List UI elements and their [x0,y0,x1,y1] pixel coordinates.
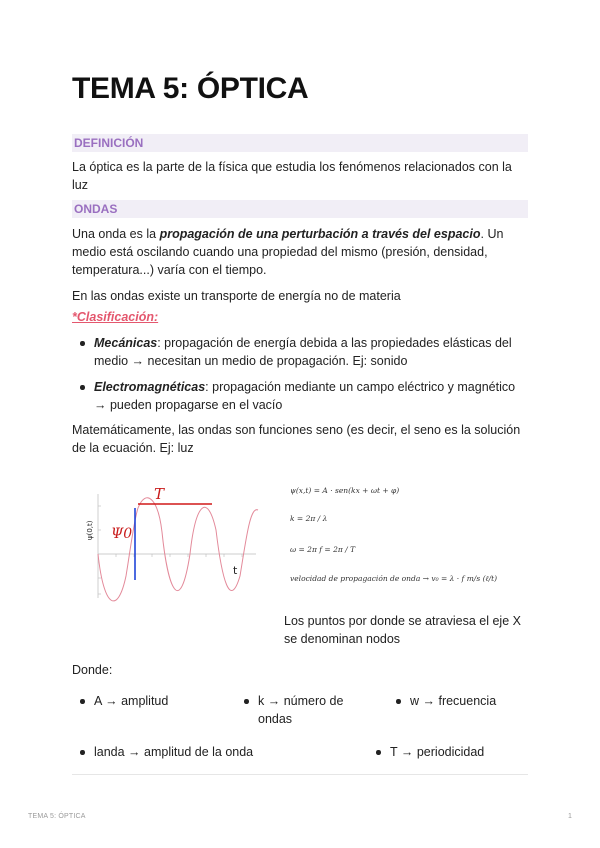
bullet-icon [396,699,401,704]
list-item: k → número de ondas [244,692,364,728]
page-number: 1 [568,813,573,820]
y-axis-label: ψ(0,t) [86,520,94,540]
donde-label: Donde: [72,663,113,677]
section-heading-ondas: ONDAS [72,200,528,218]
footer-title: TEMA 5: ÓPTICA [28,813,86,820]
ondas-paragraph-2: En las ondas existe un transporte de energía no de materia [72,289,401,303]
bullet-icon [80,750,85,755]
formula-k: k = 2π / λ [290,514,328,523]
wave-figure [88,480,264,608]
bullet-icon [376,750,381,755]
bullet-icon [80,341,85,346]
definicion-text: La óptica es la parte de la física que estudia los fenómenos relacionados con la luz [72,160,512,192]
ondas-paragraph-1: Una onda es la propagación de una perturbación a través del espacio. Un medio está oscilando cuando una propiedad del mismo (presión, densidad, temperatura...) varía con el tiempo. [72,227,504,277]
bullet-icon [80,385,85,390]
page-title: TEMA 5: ÓPTICA [72,72,309,105]
ondas-definition-bold: propagación de una perturbación a través del espacio [159,227,481,241]
amplitude-label: Ψ0 [111,526,133,542]
period-label: T [154,485,165,503]
formula-omega: ω = 2π f = 2π / T [290,545,356,554]
bullet-term: Mecánicas [94,336,158,350]
ondas-paragraph-3: Matemáticamente, las ondas son funciones seno (es decir, el seno es la solución de la ecuación. Ej: luz [72,423,521,455]
x-axis-label: t [233,564,238,577]
bullet-term: Electromagnéticas [94,380,206,394]
clasificacion-label: *Clasificación: [72,310,159,324]
divider [72,774,528,775]
section-heading-definicion: DEFINICIÓN [72,134,528,152]
nodes-note: Los puntos por donde se atraviesa el eje X se denominan nodos [284,614,521,646]
bullet-icon [244,699,249,704]
formula-velocity: velocidad de propagación de onda → v₀ = λ · f m/s (ℓ/t) [290,574,498,583]
bullet-icon [80,699,85,704]
formula-wave: ψ(x,t) = A · sen(kx + ωt + φ) [290,486,400,495]
